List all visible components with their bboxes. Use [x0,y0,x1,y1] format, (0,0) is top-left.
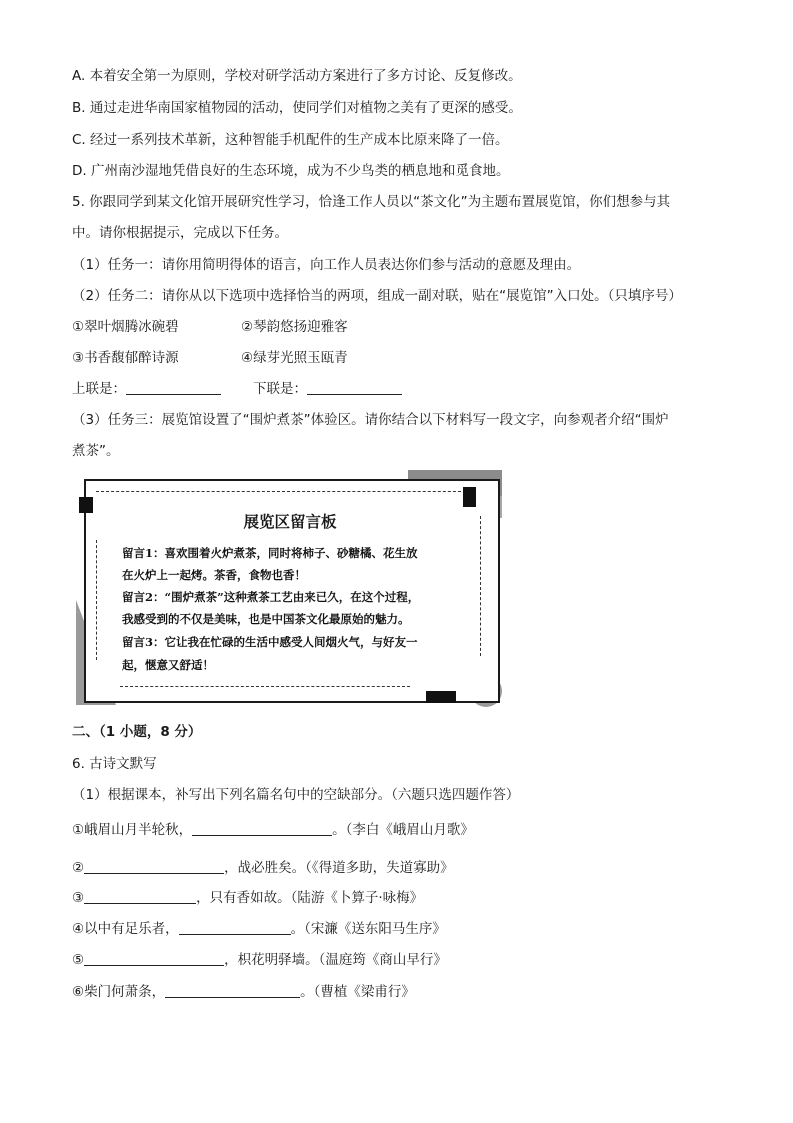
couplet-option-3: ③书香馥郁醉诗源 [72,350,179,366]
q5-stem-line1: 5. 你跟同学到某文化馆开展研究性学习，恰逢工作人员以“茶文化”为主题布置展览馆，你们想参与其 [72,194,671,210]
q5-stem-line2: 中。请你根据提示，完成以下任务。 [72,225,288,241]
q5-task2: （2）任务二：请你从以下选项中选择恰当的两项，组成一副对联，贴在“展览馆”入口处。（只填序号） [72,288,682,304]
board-message-line: 留言2：“围炉煮茶”这种煮茶工艺由来已久，在这个过程， [122,590,420,604]
couplet-option-2: ②琴韵悠扬迎雅客 [241,319,348,335]
poem-blank[interactable] [179,920,291,935]
poem-item-6 [72,983,415,1001]
lower-couplet-label: 下联是： [253,381,307,397]
board-message-line: 留言1：喜欢围着火炉煮茶，同时将柿子、砂糖橘、花生放 [122,546,418,560]
board-corner-tab [463,487,476,507]
poem-blank[interactable] [192,821,332,836]
couplet-option-4: ④绿芽光照玉瓯青 [241,350,348,366]
q6-title: 6. 古诗文默写 [72,756,157,772]
option-a: A. 本着安全第一为原则，学校对研学活动方案进行了多方讨论、反复修改。 [72,68,522,84]
poem-blank[interactable] [165,983,300,998]
poem-item-source: ，只有香如故。（陆游《卜算子·咏梅》 [196,890,424,906]
upper-couplet-blank[interactable] [126,380,221,395]
poem-item-text: ③ [72,890,85,906]
option-c: C. 经过一系列技术革新，这种智能手机配件的生产成本比原来降了一倍。 [72,132,509,148]
lower-couplet-blank[interactable] [307,380,402,395]
board-dashed-border [96,540,97,660]
board-message-line: 我感受到的不仅是美味，也是中国茶文化最原始的魅力。 [122,612,410,626]
poem-item-source: 。（曹植《梁甫行》 [300,984,415,1000]
couplet-option-1: ①翠叶烟腾冰碗碧 [72,319,179,335]
poem-item-source: ，战必胜矣。（《得道多助，失道寡助》 [224,860,454,876]
board-corner-tab [426,691,456,703]
option-d: D. 广州南沙湿地凭借良好的生态环境，成为不少鸟类的栖息地和觅食地。 [72,163,510,179]
poem-item-4 [72,920,446,938]
poem-item-5 [72,951,447,969]
poem-item-text: ⑥柴门何萧条， [72,984,166,1000]
board-dashed-border [480,516,481,656]
poem-item-2 [72,859,454,877]
q5-task3-line1: （3）任务三：展览馆设置了“围炉煮茶”体验区。请你结合以下材料写一段文字，向参观者介绍“围炉 [72,412,669,428]
upper-couplet-label: 上联是： [72,381,126,397]
poem-blank[interactable] [84,951,224,966]
board-message-line: 起，惬意又舒适！ [122,658,214,672]
board-title: 展览区留言板 [243,512,337,531]
lower-couplet-row [253,380,402,398]
poem-item-source: ，枳花明驿墙。（温庭筠《商山早行》 [224,952,447,968]
poem-item-text: ①峨眉山月半轮秋， [72,822,193,838]
board-dashed-border [96,491,476,492]
board-dashed-border [120,686,410,687]
option-b: B. 通过走进华南国家植物园的活动，使同学们对植物之美有了更深的感受。 [72,100,522,116]
q5-task3-line2: 煮茶”。 [72,443,120,459]
q5-task1: （1）任务一：请你用简明得体的语言，向工作人员表达你们参与活动的意愿及理由。 [72,257,581,273]
poem-item-source: 。（李白《峨眉山月歌》 [332,822,474,838]
q6-instructions: （1）根据课本，补写出下列名篇名句中的空缺部分。（六题只选四题作答） [72,787,520,803]
poem-item-source: 。（宋濂《送东阳马生序》 [290,921,446,937]
poem-item-3 [72,889,423,907]
board-message-line: 留言3：它让我在忙碌的生活中感受人间烟火气，与好友一 [122,635,418,649]
poem-item-1 [72,821,474,839]
poem-blank[interactable] [84,889,196,904]
poem-item-text: ② [72,860,85,876]
poem-item-text: ⑤ [72,952,85,968]
upper-couplet-row [72,380,221,398]
section-heading: 二、（1 小题，8 分） [72,724,202,740]
poem-item-text: ④以中有足乐者， [72,921,179,937]
poem-blank[interactable] [84,859,224,874]
board-message-line: 在火炉上一起烤。茶香，食物也香！ [122,568,306,582]
